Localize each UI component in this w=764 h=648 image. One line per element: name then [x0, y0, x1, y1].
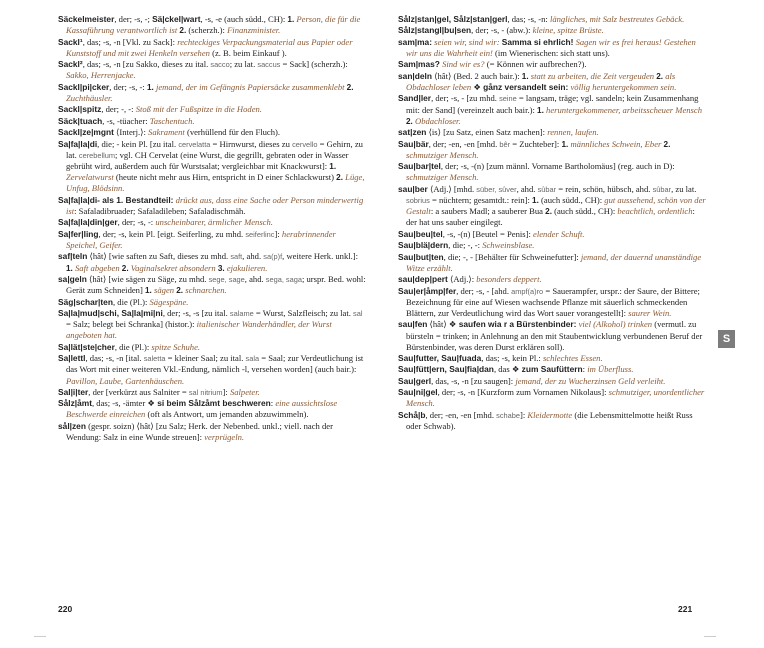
sense-number: 1. — [521, 71, 529, 81]
dictionary-entry — [398, 93, 706, 127]
headword: Sålz|stangl|bu|sen — [398, 25, 472, 36]
headword: Sau|futter, Sau|fuada — [398, 353, 482, 364]
entry-text: (z. B. beim Einkauf ). — [209, 47, 287, 58]
entry-text: , das — [493, 364, 512, 375]
entry-text: ⟨is⟩ [zu Satz, einen Satz machen]: — [426, 127, 548, 138]
entry-text: , das; -s, -n: — [507, 14, 550, 24]
definition: im Überfluss. — [587, 364, 634, 375]
entry-text: , der; -s, -s [zu ital. — [162, 307, 230, 318]
entry-text: (auch südd., CH): — [551, 206, 618, 217]
etymon: sûbar — [652, 184, 672, 194]
definition: saurer Wein. — [628, 307, 672, 318]
page-number-right: 221 — [678, 604, 693, 614]
entry-text: = Saal; zur Verdeutlichung ist das Wort mit einer weiteren Vkl.-Endung, nämlich -l, versehen worden] (auch bair.): — [66, 353, 364, 375]
headword: Sau|gerl — [398, 375, 432, 386]
etymon: ampf(a)ro — [511, 286, 544, 296]
sense-number: 1. — [329, 161, 337, 171]
dictionary-entry — [58, 342, 366, 353]
entry-text: (verhüllend für den Fluch). — [184, 127, 281, 138]
entry-text: , der; -s, kein Pl. [eigt. Seiferling, zu mhd. — [98, 228, 246, 239]
entry-text: ]: — [222, 386, 230, 397]
headword: Sa|fa|la|din|ger — [58, 217, 118, 228]
entry-text: = langsam, träge; vgl. sandeln; kein Zusammenhang mit: der Sand] (vereinzelt auch bair.): — [406, 93, 699, 115]
definition: schmutziger, unordentlicher Mensch. — [406, 387, 705, 409]
entry-text: , der; -s, -(n) [zum männl. Vorname Bartholomäus] (reg. auch in D): — [440, 161, 675, 172]
etymon: sacco — [210, 60, 230, 70]
etymon: sobrius — [406, 195, 430, 205]
entry-text: (= Können wir aufbrechen?). — [484, 59, 587, 70]
definition: verprügeln. — [204, 432, 245, 443]
sense-number: 2. — [179, 26, 187, 36]
headword: Sau|er|åmp|fer — [398, 285, 457, 296]
definition: Stoß mit der Fußspitze in die Hoden. — [135, 104, 262, 115]
dictionary-entry — [398, 229, 706, 240]
entry-text: (auch südd., CH): — [538, 194, 605, 205]
entry-text: , ahd. — [242, 251, 264, 262]
entry-text: = Sack] (scherzh.): — [280, 59, 348, 70]
etymon: sege, sage — [208, 274, 245, 284]
definition: heruntergekommener, arbeitsscheuer Mensch — [546, 104, 703, 115]
headword: Sau|beu|tel — [398, 228, 443, 239]
definition: als Obdachloser leben — [406, 70, 676, 92]
headword: Sålz|åmt — [58, 398, 92, 409]
dictionary-entry — [398, 353, 706, 364]
definition: Kleidermotte — [527, 409, 573, 420]
definition: drückt aus, dass eine Sache oder Person minderwertig ist — [66, 194, 364, 216]
definition: Sakrament — [148, 127, 185, 138]
entry-text: , die; -, -: — [448, 240, 483, 251]
entry-text: : Safaladibruader; Safaladileben; Safaladischmäh. — [74, 205, 246, 216]
definition: schmutziger Mensch. — [406, 149, 479, 160]
sense-number: 1. — [537, 105, 544, 115]
entry-text: ; urspr. Bed. wohl: Gerät zum Schneiden] — [66, 273, 366, 296]
sense-number: 2. — [176, 286, 184, 296]
definition: rennen, laufen. — [547, 127, 599, 138]
headword: sau|fen — [398, 319, 428, 330]
definition: beachtlich, ordentlich — [617, 206, 693, 217]
definition: Person, die für die Kassaführung verantwortlich ist — [66, 14, 361, 36]
dictionary-entry — [398, 364, 706, 375]
entry-text: = Gehirn, zu lat. — [66, 138, 363, 160]
entry-text: , die (Pl.): — [112, 296, 150, 307]
dictionary-entry — [398, 240, 706, 251]
dictionary-entry — [398, 274, 706, 285]
definition: Lüge, Unfug, Blödsinn. — [66, 172, 365, 194]
entry-text: = Wurst, Salzfleisch; zu lat. — [253, 307, 354, 318]
sense-number: 1. — [287, 15, 295, 24]
etymon: bêr — [499, 139, 511, 149]
dictionary-entry — [58, 139, 366, 195]
entry-text: (gespr. soizn) ⟨hât⟩ [zu Salz; Herk. der Nebenbed. unkl.; viell. nach der Wendung: Salz in eine Wunde streuen]: — [66, 420, 333, 443]
etymon: saccus — [257, 60, 281, 70]
edge-mark-right — [704, 636, 716, 637]
entry-text: , der; -s, -n [Kurzform zum Vornamen Nikolaus]: — [437, 387, 609, 398]
entry-text: ; zu lat. — [229, 59, 258, 70]
headword: Sa|lettl — [58, 353, 86, 364]
etymon: cerebellum — [78, 150, 116, 160]
entry-text: (oft als Antwort, um jemanden abzuwimmeln). — [145, 409, 309, 420]
entry-text: = kleiner Saal; zu ital. — [165, 353, 246, 364]
headword: saf|teln — [58, 251, 88, 262]
definition: viel (Alkohol) trinken — [578, 319, 653, 330]
headword: sa|geln — [58, 273, 87, 284]
dictionary-entry — [398, 387, 706, 409]
entry-text: ⟨Adj.⟩: — [447, 274, 477, 285]
definition: Salpeter. — [229, 386, 260, 397]
definition: jemand, der dauernd unanständige Witze erzählt. — [406, 251, 702, 273]
entry-text: , der; -en, -en [mhd. — [428, 138, 500, 149]
entry-text: , der; -s, - [ahd. — [456, 285, 512, 296]
entry-text: , der [verkürzt aus Salniter = — [88, 386, 189, 397]
dictionary-entry — [398, 376, 706, 387]
definition: unscheinbarer, ärmlicher Mensch. — [155, 217, 273, 228]
entry-text: , die; - kein Pl. [zu ital. — [97, 138, 179, 149]
definition: Finanzminister. — [227, 25, 281, 36]
entry-text: : der hat uns sauber eingilegt. — [406, 206, 695, 228]
headword: sau|ber — [398, 183, 428, 194]
headword: Sam|mas? — [398, 59, 440, 70]
dictionary-entry — [58, 297, 366, 308]
headword: sat|zen — [398, 127, 427, 138]
sense-number: 2. — [663, 139, 671, 149]
definition: kleine, spitze Brüste. — [532, 25, 604, 36]
etymon: saletta — [143, 354, 166, 364]
headword: Sau|fütt|ern, Sau|fia|dan — [398, 364, 494, 375]
definition: Vaginalsekret absondern — [130, 262, 216, 273]
definition: gut aussehend, schön von der Gestalt — [406, 194, 706, 217]
entry-text: ; vgl. CH Cervelat (eine Wurst, die gegrillt, gebraten oder in Wasser gebrüht wird, außerdem auch für Wurstsalat; vergleichbar mit Knackwurst]: — [66, 149, 349, 171]
dictionary-entry — [58, 37, 366, 59]
headword: Sackl² — [58, 59, 83, 70]
dictionary-entry — [398, 25, 706, 36]
sense-number: 1. — [146, 82, 154, 92]
definition: Zuchthäusler. — [66, 92, 113, 103]
headword: Sau|but|ten — [398, 251, 444, 262]
dictionary-entry — [398, 127, 706, 138]
entry-text: , das; -s, -n [ital. — [85, 353, 144, 364]
dictionary-entry — [58, 59, 366, 81]
entry-text: , das; -s, -n [zu Sakko, dieses zu ital. — [82, 59, 211, 70]
sense-number: 2. — [121, 263, 129, 273]
dictionary-entry — [398, 184, 706, 229]
entry-text: , das; -s, kein Pl.: — [481, 353, 543, 364]
entry-text: ⟨hât⟩ [wie sägen zu Säge, zu mhd. — [86, 273, 209, 284]
entry-text: , die; -, - [Behälter für Schweinefutter]: — [443, 251, 581, 262]
definition: eine aussichtslose Beschwerde einreichen — [66, 398, 338, 420]
sense-number: 1. — [145, 286, 152, 296]
headword: Sand|ler — [398, 93, 432, 104]
entry-text: (im Wienerischen: sich statt uns). — [492, 47, 610, 58]
thumb-index-tab: S — [718, 330, 735, 348]
headword: Sa|fa|la|di — [58, 138, 98, 149]
definition: seien wir, sind wir: — [434, 36, 500, 47]
entry-text: , das; -s, -ämter — [92, 398, 148, 409]
etymon: süber, sûver — [476, 184, 517, 194]
entry-text: (heute nicht mehr aus Hirn, entspricht in D einer Schlackwurst) — [113, 172, 337, 183]
entry-text: , ahd. — [516, 183, 538, 194]
headword: Schå|b — [398, 409, 426, 420]
definition: elender Schuft. — [533, 228, 585, 239]
headword: Sackl¹ — [58, 36, 83, 47]
entry-text: (vermutl. zu bürsteln = trinken; in Anlehnung an den mit Staubentwicklung verbundenen Beruf der Bürstenbinder, was deren Durst erklären soll). — [406, 319, 703, 352]
dictionary-entry — [58, 353, 366, 387]
etymon: seine — [499, 94, 517, 104]
headword: Samma si ehrlich! — [501, 36, 574, 47]
headword: Sålz|stan|gel, Sålz|stan|gerl — [398, 14, 508, 24]
definition: Zervelatwurst — [66, 172, 114, 183]
entry-text: = Sauerampfer, urspr.: der Saure, der Bittere; Bezeichnung für eine auf Wiesen wachsende Pflanze mit säuerlich schmeckenden Blättern, zur Verdeutlichung wird das Wort sauer vorangestellt]: — [406, 285, 700, 318]
page-number-left: 220 — [58, 604, 73, 614]
entry-text: , der; -s, -: — [109, 81, 147, 92]
definition: Sakko, Herrenjacke. — [66, 70, 136, 81]
etymon: sal — [353, 308, 363, 318]
dictionary-entry — [398, 14, 706, 25]
dictionary-entry — [58, 116, 366, 127]
headword: Sackl|spitz — [58, 104, 102, 115]
dictionary-entry — [398, 319, 706, 353]
dictionary-entry — [398, 286, 706, 320]
headword: ❖ si beim Sålzåmt beschweren — [147, 398, 271, 409]
sense-number: 1. — [66, 263, 73, 273]
entry-text: ⟨Adj.⟩ [mhd. — [427, 183, 477, 194]
headword: Sal|i|ter — [58, 386, 89, 397]
dictionary-entry — [58, 387, 366, 398]
right-column — [398, 14, 706, 432]
entry-text: ⟨Interj.⟩: — [113, 127, 149, 138]
entry-text: = rein, schön, hübsch, ahd. — [556, 183, 653, 194]
etymon: sal nitrium — [188, 387, 223, 397]
headword: san|deln — [398, 70, 432, 81]
entry-text: (scherzh.): — [186, 25, 228, 36]
headword: Sackl|ze|mgnt — [58, 127, 114, 138]
etymon: sala — [245, 354, 260, 364]
entry-text: : — [270, 398, 276, 409]
headword: Sä|ckel|wart — [152, 14, 201, 24]
entry-text: : — [582, 364, 588, 375]
entry-text: , der; -s, -: — [117, 217, 156, 228]
dictionary-entry — [58, 308, 366, 342]
etymon: cervello — [292, 139, 318, 149]
etymon: cervelatta — [178, 139, 211, 149]
entry-text: ⟨hât⟩ (Bed. 2 auch bair.): — [432, 70, 522, 81]
entry-text: , der; -s, - [zu mhd. — [431, 93, 500, 104]
dictionary-entry — [398, 252, 706, 274]
headword: Säck|tuach — [58, 115, 103, 126]
entry-text: , -s, -tüacher: — [102, 115, 150, 126]
definition: Sind wir es? — [442, 59, 485, 70]
dictionary-entry — [58, 274, 366, 296]
entry-text: , -s, -(n) [Beutel = Penis]: — [442, 228, 534, 239]
entry-text: , die (Pl.): — [114, 341, 152, 352]
entry-text: ]: — [519, 409, 528, 420]
entry-text: = Salz; belegt bei Schranka] (histor.): — [66, 319, 197, 330]
dictionary-entry — [58, 104, 366, 115]
entry-text: = nüchtern; gesamtdt.: rein]: — [429, 194, 533, 205]
etymon: sa(p)f — [263, 252, 283, 262]
headword: Säg|schar|ten — [58, 296, 113, 307]
headword: Sa|fer|ling — [58, 228, 99, 239]
headword: Sau|bär — [398, 138, 429, 149]
entry-text: , das; -s, -n [Vkl. zu Sack]: — [82, 36, 178, 47]
sense-number: 2. — [656, 71, 664, 81]
dictionary-entry — [398, 71, 706, 93]
headword: Säckelmeister — [58, 14, 115, 24]
entry-text: , ahd. — [244, 273, 266, 284]
entry-text: : a saubers Madl; a sauberer Bua — [430, 206, 546, 217]
headword: Sa|la|mud|schi, Sa|la|mi|ni — [58, 307, 163, 318]
definition: herabrinnender Speichel, Geifer. — [66, 228, 336, 250]
definition: Obdachloser. — [415, 115, 461, 126]
definition: sägen — [154, 285, 175, 296]
headword: ❖ zum Saufüttern — [511, 364, 583, 375]
dictionary-entry — [58, 251, 366, 273]
entry-text: , -s, -e (auch südd., CH): — [200, 14, 288, 24]
definition: ejakulieren. — [226, 262, 268, 273]
sense-number: 2. — [346, 82, 354, 92]
definition: schnarchen. — [185, 285, 227, 296]
entry-text: , der; -s, -; — [114, 14, 153, 24]
dictionary-entry — [398, 37, 706, 59]
definition: jemand, der zu Wucherzinsen Geld verleiht. — [515, 375, 666, 386]
headword: Sa|fa|la|di- als 1. Bestandteil: — [58, 194, 174, 205]
edge-mark-left — [34, 636, 46, 637]
definition: männliches Schwein, Eber — [570, 138, 662, 149]
definition: schmutziger Mensch. — [406, 172, 479, 183]
definition: Sagen wir es frei heraus! Gestehen wir uns die Wahrheit ein! — [406, 36, 696, 58]
etymon: seiferlinc — [245, 229, 275, 239]
definition: schlechtes Essen. — [542, 353, 603, 364]
definition: Saft abgeben — [75, 262, 120, 273]
entry-text: = Zuchteber]: — [510, 138, 562, 149]
dictionary-entry — [398, 161, 706, 183]
left-column — [58, 14, 366, 443]
dictionary-entry — [58, 421, 366, 443]
dictionary-entry — [398, 410, 706, 432]
dictionary-entry — [58, 195, 366, 217]
definition: besonders deppert. — [476, 274, 542, 285]
sense-number: 1. — [532, 195, 539, 205]
headword: Sa|lät|ste|cher — [58, 341, 115, 352]
definition: statt zu arbeiten, die Zeit vergeuden — [530, 70, 655, 81]
sense-number: 2. — [545, 207, 552, 217]
headword: sål|zen — [58, 420, 86, 431]
sense-number: 2. — [406, 116, 413, 126]
entry-text: , zu lat. — [671, 183, 697, 194]
dictionary-entry — [58, 127, 366, 138]
definition: Sägespäne. — [149, 296, 189, 307]
headword: Sau|bar|tel — [398, 161, 441, 172]
headword: ❖ saufen wia r a Bürstenbinder: — [448, 319, 577, 330]
entry-text: , der; -s, - (abw.): — [471, 25, 533, 36]
definition: längliches, mit Salz bestreutes Gebäck. — [549, 14, 685, 24]
dictionary-entry — [58, 229, 366, 251]
dictionary-entry — [58, 398, 366, 420]
definition: Pavillon, Laube, Gartenhäuschen. — [66, 375, 185, 386]
headword: Sau|blä|dern — [398, 240, 449, 251]
entry-text: , der; -, -: — [101, 104, 136, 115]
etymon: salame — [229, 308, 254, 318]
entry-text: ⟨hât⟩ [wie saften zu Saft, dieses zu mhd. — [87, 251, 231, 262]
dictionary-entry — [58, 217, 366, 228]
etymon: saft — [230, 252, 243, 262]
dictionary-entry — [398, 139, 706, 161]
headword: sam|ma: — [398, 36, 432, 47]
entry-text: = Hirnwurst, dieses zu — [210, 138, 293, 149]
sense-number: 3. — [217, 263, 225, 273]
dictionary-entry — [58, 82, 366, 104]
entry-text: , weitere Herk. unkl.]: — [282, 251, 359, 262]
definition: Schweinsblase. — [482, 240, 535, 251]
definition: italienischer Wanderhändler, der Wurst angeboten hat. — [66, 319, 332, 341]
definition: spitze Schuhe. — [151, 341, 201, 352]
dictionary-entry — [398, 59, 706, 70]
headword: ❖ gånz versandelt sein: — [473, 81, 569, 92]
entry-text: ]: — [274, 228, 282, 239]
etymon: sega, saga — [265, 274, 302, 284]
definition: Taschentuch. — [149, 115, 195, 126]
sense-number: 2. — [336, 173, 344, 183]
headword: sau|dep|pert — [398, 274, 448, 285]
definition: jemand, der im Gefängnis Papiersäcke zusammenklebt — [155, 81, 345, 92]
entry-text: , der; -en, -en [mhd. — [425, 409, 497, 420]
headword: Sackl|pi|cker — [58, 81, 110, 92]
headword: Sau|ni|gel — [398, 387, 438, 398]
entry-text: ⟨hât⟩ — [427, 319, 449, 330]
definition: völlig heruntergekommen sein. — [570, 81, 677, 92]
entry-text: (die Lebensmittelmotte heißt Russ oder Schwab). — [406, 409, 693, 432]
dictionary-entry — [58, 14, 366, 36]
etymon: sûbar — [537, 184, 557, 194]
sense-number: 1. — [561, 139, 569, 149]
definition: rechteckiges Verpackungsmaterial aus Papier oder Kunststoff und mit zwei Henkeln versehen — [66, 36, 353, 58]
entry-text: , das, -s, -n [zu saugen]: — [431, 375, 516, 386]
etymon: schabe — [496, 410, 520, 420]
